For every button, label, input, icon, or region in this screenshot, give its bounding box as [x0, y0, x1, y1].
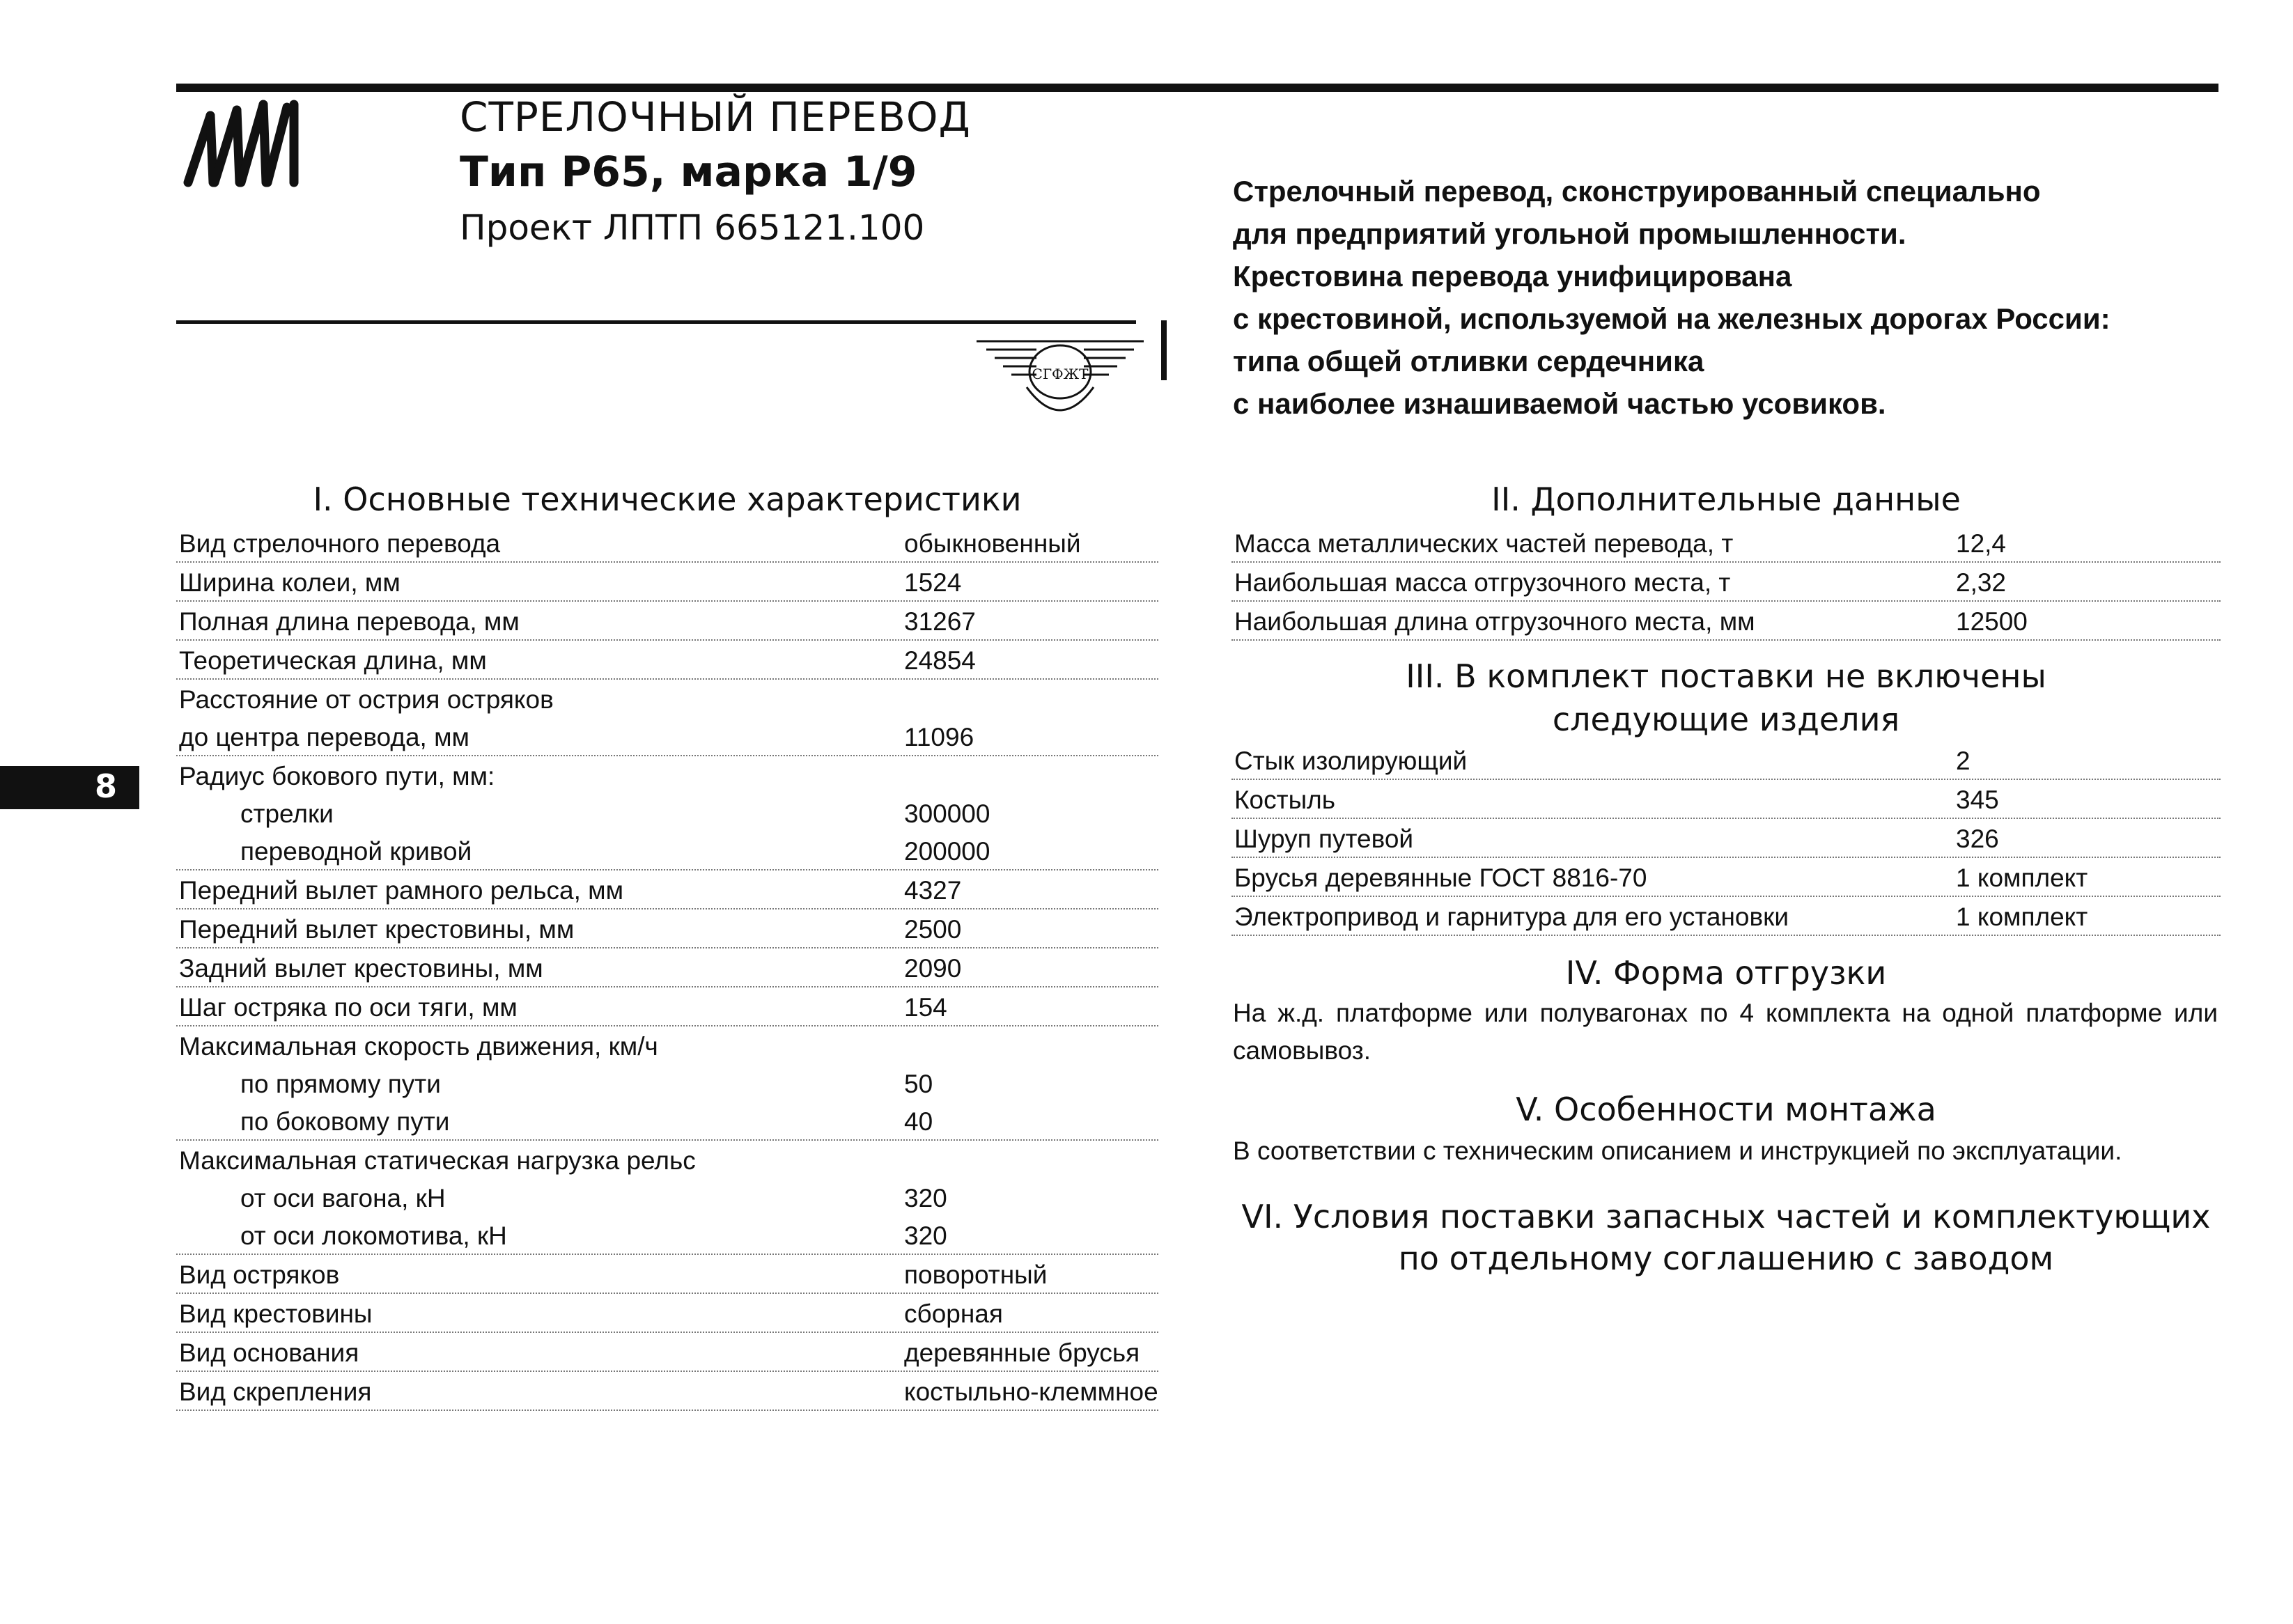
- section5-title: V. Особенности монтажа: [1516, 1091, 1936, 1128]
- emblem-text: СГФЖТ: [1032, 366, 1089, 382]
- row-label: переводной кривой: [240, 837, 472, 866]
- row-value: 320: [904, 1221, 947, 1250]
- table-row: [176, 948, 1158, 987]
- row-label: по боковому пути: [240, 1107, 450, 1136]
- table-row: [176, 1294, 1158, 1333]
- row-value: 2090: [904, 954, 962, 983]
- row-value: 2,32: [1956, 568, 2007, 597]
- emblem-icon: [974, 329, 1146, 421]
- page-number-tab: [0, 766, 139, 809]
- table-row: [176, 1141, 1158, 1178]
- header-rule-tick: [1161, 320, 1167, 380]
- table-row: [1231, 741, 2221, 780]
- page-title: СТРЕЛОЧНЫЙ ПЕРЕВОД: [460, 93, 971, 141]
- row-value: 1 комплект: [1956, 903, 2088, 931]
- row-value: 4327: [904, 876, 962, 905]
- row-value: 2500: [904, 915, 962, 944]
- intro-line: с наиболее изнашиваемой частью усовиков.: [1233, 387, 1886, 420]
- row-label: Вид стрелочного перевода: [179, 529, 501, 558]
- table-row: [176, 717, 1158, 756]
- row-value: 326: [1956, 825, 1999, 853]
- row-label: Вид остряков: [179, 1260, 340, 1289]
- row-value: 1 комплект: [1956, 864, 2088, 892]
- intro-line: Крестовина перевода унифицирована: [1233, 260, 1792, 292]
- section4-title: IV. Форма отгрузки: [1565, 954, 1887, 992]
- header-rule: [176, 320, 1136, 324]
- row-label: Вид основания: [179, 1338, 359, 1367]
- table-row: [176, 1216, 1158, 1255]
- row-label: Стык изолирующий: [1234, 747, 1468, 775]
- row-label: Вид крестовины: [179, 1299, 373, 1328]
- section2-title: II. Дополнительные данные: [1491, 481, 1961, 518]
- section1-title: I. Основные технические характеристики: [313, 481, 1022, 518]
- row-label: по прямому пути: [240, 1070, 441, 1098]
- row-label: Радиус бокового пути, мм:: [179, 762, 495, 790]
- table-row: [1231, 819, 2221, 858]
- intro-text: [1233, 170, 2222, 425]
- row-value: сборная: [904, 1299, 1003, 1328]
- project-line: Проект ЛПТП 665121.100: [460, 208, 925, 248]
- row-label: Максимальная скорость движения, км/ч: [179, 1032, 658, 1061]
- additional-data-table: [1231, 524, 2221, 641]
- table-row: [1231, 780, 2221, 819]
- row-label: Электропривод и гарнитура для его установки: [1234, 903, 1789, 931]
- table-row: [176, 987, 1158, 1026]
- top-rule: [176, 84, 2218, 92]
- table-row: [1231, 897, 2221, 936]
- row-value: обыкновенный: [904, 529, 1081, 558]
- row-value: 1524: [904, 568, 962, 597]
- table-row: [176, 1026, 1158, 1064]
- table-row: [176, 602, 1158, 641]
- row-label: Наибольшая масса отгрузочного места, т: [1234, 568, 1731, 597]
- row-label: Брусья деревянные ГОСТ 8816-70: [1234, 864, 1647, 892]
- section3-title-line1: III. В комплект поставки не включены: [1406, 657, 2046, 695]
- row-label: от оси вагона, кН: [240, 1184, 446, 1212]
- row-label: Шаг остряка по оси тяги, мм: [179, 993, 518, 1022]
- spec-table: [176, 524, 1158, 1411]
- row-label: стрелки: [240, 799, 334, 828]
- table-row: [176, 1333, 1158, 1372]
- table-row: [1231, 524, 2221, 563]
- table-row: [176, 563, 1158, 602]
- table-row: [176, 870, 1158, 909]
- table-row: [176, 641, 1158, 680]
- intro-line: для предприятий угольной промышленности.: [1233, 217, 1906, 250]
- row-value: 12500: [1956, 607, 2028, 636]
- row-label: Максимальная статическая нагрузка рельс: [179, 1146, 696, 1175]
- intro-line: типа общей отливки сердечника: [1233, 345, 1704, 377]
- table-row: [176, 909, 1158, 948]
- row-value: поворотный: [904, 1260, 1048, 1289]
- table-row: [176, 1372, 1158, 1411]
- row-label: Задний вылет крестовины, мм: [179, 954, 543, 983]
- row-value: 200000: [904, 837, 990, 866]
- page-number: 8: [94, 767, 117, 805]
- row-label: Передний вылет крестовины, мм: [179, 915, 575, 944]
- table-row: [176, 1255, 1158, 1294]
- row-label: Теоретическая длина, мм: [179, 646, 487, 675]
- row-label: Наибольшая длина отгрузочного места, мм: [1234, 607, 1755, 636]
- title-block: [460, 92, 1226, 253]
- row-label: Костыль: [1234, 786, 1336, 814]
- not-included-table: [1231, 741, 2221, 936]
- row-value: 12,4: [1956, 529, 2007, 558]
- row-value: костыльно-клеммное: [904, 1377, 1158, 1406]
- row-value: деревянные брусья: [904, 1338, 1140, 1367]
- row-value: 31267: [904, 607, 976, 636]
- row-label: Ширина колеи, мм: [179, 568, 401, 597]
- row-label: до центра перевода, мм: [179, 723, 469, 751]
- table-row: [176, 524, 1158, 563]
- row-value: 320: [904, 1184, 947, 1212]
- section3-title-line2: следующие изделия: [1552, 701, 1900, 738]
- row-label: Масса металлических частей перевода, т: [1234, 529, 1734, 558]
- intro-line: с крестовиной, используемой на железных дорогах России:: [1233, 302, 2111, 335]
- row-value: 154: [904, 993, 947, 1022]
- row-label: Вид скрепления: [179, 1377, 372, 1406]
- row-value: 24854: [904, 646, 976, 675]
- row-value: 50: [904, 1070, 933, 1098]
- row-value: 11096: [904, 723, 974, 751]
- type-line: Тип Р65, марка 1/9: [460, 148, 917, 196]
- table-row: [176, 1102, 1158, 1141]
- table-row: [1231, 602, 2221, 641]
- table-row: [176, 680, 1158, 717]
- table-row: [176, 831, 1158, 870]
- row-label: Полная длина перевода, мм: [179, 607, 520, 636]
- row-value: 345: [1956, 786, 1999, 814]
- table-row: [1231, 563, 2221, 602]
- row-label: Шуруп путевой: [1234, 825, 1414, 853]
- table-row: [1231, 858, 2221, 897]
- table-row: [176, 794, 1158, 831]
- row-value: 2: [1956, 747, 1971, 775]
- row-value: 300000: [904, 799, 990, 828]
- section4-text: На ж.д. платформе или полувагонах по 4 комплекта на одной платформе или самовывоз.: [1233, 999, 2218, 1065]
- row-label: Передний вылет рамного рельса, мм: [179, 876, 624, 905]
- section6-title-line2: по отдельному соглашению с заводом: [1398, 1240, 2054, 1277]
- section5-text: В соответствии с техническим описанием и инструкцией по эксплуатации.: [1233, 1137, 2122, 1165]
- table-row: [176, 1064, 1158, 1102]
- row-label: от оси локомотива, кН: [240, 1221, 507, 1250]
- table-row: [176, 756, 1158, 794]
- section6-title-line1: VI. Условия поставки запасных частей и комплектующих: [1241, 1198, 2211, 1235]
- row-label: Расстояние от острия остряков: [179, 685, 554, 714]
- intro-line: Стрелочный перевод, сконструированный специально: [1233, 175, 2041, 208]
- company-logo-icon: [182, 97, 308, 188]
- table-row: [176, 1178, 1158, 1216]
- row-value: 40: [904, 1107, 933, 1136]
